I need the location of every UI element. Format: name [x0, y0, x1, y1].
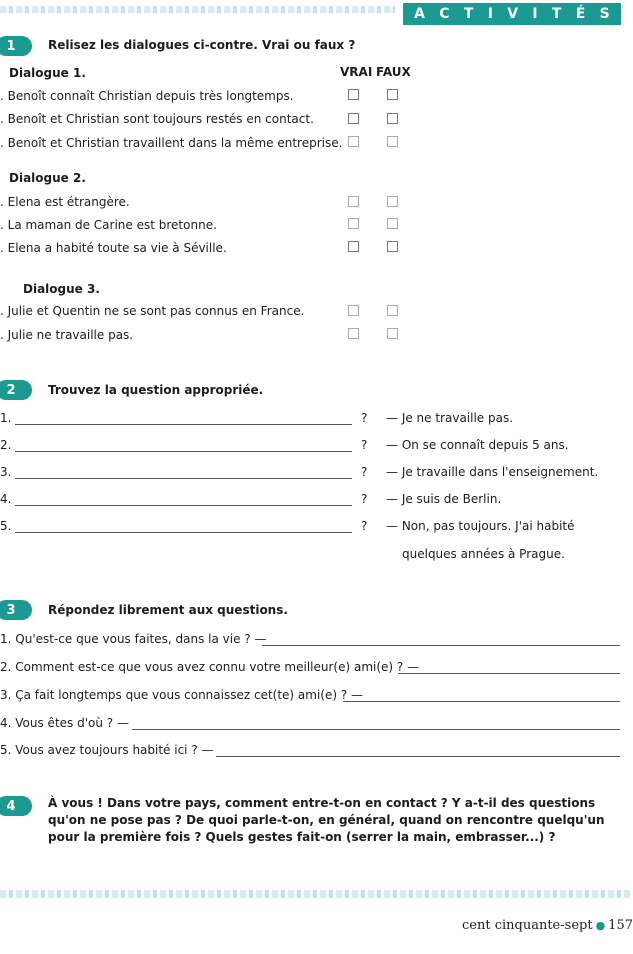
- checkbox-false-8[interactable]: [387, 328, 398, 339]
- question-mark-3: ?: [361, 465, 368, 479]
- header-letter: S: [599, 6, 610, 22]
- given-answer-3: — Je travaille dans l'enseignement.: [386, 465, 599, 479]
- given-answer-5: — Non, pas toujours. J'ai habité: [386, 519, 575, 533]
- given-answer-2: — On se connaît depuis 5 ans.: [386, 438, 569, 452]
- answer-line-1[interactable]: [15, 424, 352, 425]
- checkbox-false-3[interactable]: [387, 136, 398, 147]
- checkbox-true-5[interactable]: [348, 218, 359, 229]
- statement-6: . Elena a habité toute sa vie à Séville.: [0, 241, 227, 255]
- free-answer-line-4[interactable]: [132, 729, 620, 730]
- checkbox-false-2[interactable]: [387, 113, 398, 124]
- free-question-1: 1. Qu'est-ce que vous faites, dans la vie ? —: [0, 632, 267, 646]
- header-letter: A: [414, 6, 425, 22]
- checkbox-true-1[interactable]: [348, 89, 359, 100]
- question-mark-2: ?: [361, 438, 368, 452]
- activity-4-prompt: À vous ! Dans votre pays, comment entre-t-on en contact ? Y a-t-il des questions qu'on ne pose pas ? De quoi parle-t-on, en général, quand on rencontre quelqu'un pour la première fois ? Quels gestes fait-on (serrer la main, embrasser...) ?: [48, 796, 605, 844]
- free-answer-line-1[interactable]: [262, 645, 620, 646]
- header-letter: É: [575, 6, 586, 22]
- page-number: 157: [608, 918, 633, 933]
- section-header: [403, 3, 621, 25]
- statement-2: . Benoît et Christian sont toujours restés en contact.: [0, 112, 314, 126]
- header-letter: V: [507, 6, 519, 22]
- bullet-icon: ●: [595, 919, 606, 932]
- dialogue-2-heading: Dialogue 2.: [9, 171, 86, 185]
- activity-2-badge: 2: [0, 380, 32, 400]
- header-letter: I: [487, 6, 493, 22]
- given-answer-4: — Je suis de Berlin.: [386, 492, 502, 506]
- dialogue-3-heading: Dialogue 3.: [23, 282, 100, 296]
- free-answer-line-5[interactable]: [216, 756, 620, 757]
- question-mark-5: ?: [361, 519, 368, 533]
- free-question-3: 3. Ça fait longtemps que vous connaissez cet(te) ami(e) ? —: [0, 688, 364, 702]
- activity-1-badge: 1: [0, 36, 32, 56]
- page-number-words: cent cinquante-sept: [462, 918, 593, 933]
- checkbox-true-6[interactable]: [348, 241, 359, 252]
- dialogue-1-heading: Dialogue 1.: [9, 66, 86, 80]
- checkbox-false-6[interactable]: [387, 241, 398, 252]
- question-number-2: 2.: [0, 438, 12, 452]
- column-false-header: FAUX: [376, 65, 411, 79]
- checkbox-false-1[interactable]: [387, 89, 398, 100]
- statement-8: . Julie ne travaille pas.: [0, 328, 134, 342]
- header-letter: T: [551, 6, 562, 22]
- question-mark-1: ?: [361, 411, 368, 425]
- answer-line-4[interactable]: [15, 505, 352, 506]
- answer-line-5[interactable]: [15, 532, 352, 533]
- activity-1-title: Relisez les dialogues ci-contre. Vrai ou faux ?: [48, 38, 356, 52]
- answer-line-3[interactable]: [15, 478, 352, 479]
- free-answer-line-3[interactable]: [343, 701, 620, 702]
- question-number-4: 4.: [0, 492, 12, 506]
- question-mark-4: ?: [361, 492, 368, 506]
- checkbox-false-7[interactable]: [387, 305, 398, 316]
- activity-4-badge: 4: [0, 796, 32, 816]
- statement-4: . Elena est étrangère.: [0, 195, 130, 209]
- header-letter: T: [463, 6, 474, 22]
- decorative-band-top: [0, 6, 395, 13]
- question-number-3: 3.: [0, 465, 12, 479]
- statement-7: . Julie et Quentin ne se sont pas connus en France.: [0, 304, 305, 318]
- header-letter: I: [532, 6, 538, 22]
- statement-5: . La maman de Carine est bretonne.: [0, 218, 217, 232]
- free-question-5: 5. Vous avez toujours habité ici ? —: [0, 743, 214, 757]
- checkbox-true-4[interactable]: [348, 196, 359, 207]
- checkbox-false-5[interactable]: [387, 218, 398, 229]
- answer-line-2[interactable]: [15, 451, 352, 452]
- free-answer-line-2[interactable]: [398, 673, 620, 674]
- question-number-1: 1.: [0, 411, 12, 425]
- activity-3-badge: 3: [0, 600, 32, 620]
- activity-3-title: Répondez librement aux questions.: [48, 603, 288, 617]
- free-question-2: 2. Comment est-ce que vous avez connu votre meilleur(e) ami(e) ? —: [0, 660, 420, 674]
- free-question-4: 4. Vous êtes d'où ? —: [0, 716, 129, 730]
- page-footer: [462, 918, 633, 933]
- column-true-header: VRAI: [340, 65, 373, 79]
- checkbox-true-2[interactable]: [348, 113, 359, 124]
- header-letter: C: [439, 6, 450, 22]
- decorative-band-bottom: [0, 890, 630, 898]
- given-answer-1: — Je ne travaille pas.: [386, 411, 514, 425]
- checkbox-true-7[interactable]: [348, 305, 359, 316]
- statement-3: . Benoît et Christian travaillent dans la même entreprise.: [0, 136, 343, 150]
- checkbox-false-4[interactable]: [387, 196, 398, 207]
- given-answer-5-continued: quelques années à Prague.: [402, 547, 565, 561]
- activity-2-title: Trouvez la question appropriée.: [48, 383, 264, 397]
- question-number-5: 5.: [0, 519, 12, 533]
- checkbox-true-8[interactable]: [348, 328, 359, 339]
- statement-1: . Benoît connaît Christian depuis très longtemps.: [0, 89, 294, 103]
- checkbox-true-3[interactable]: [348, 136, 359, 147]
